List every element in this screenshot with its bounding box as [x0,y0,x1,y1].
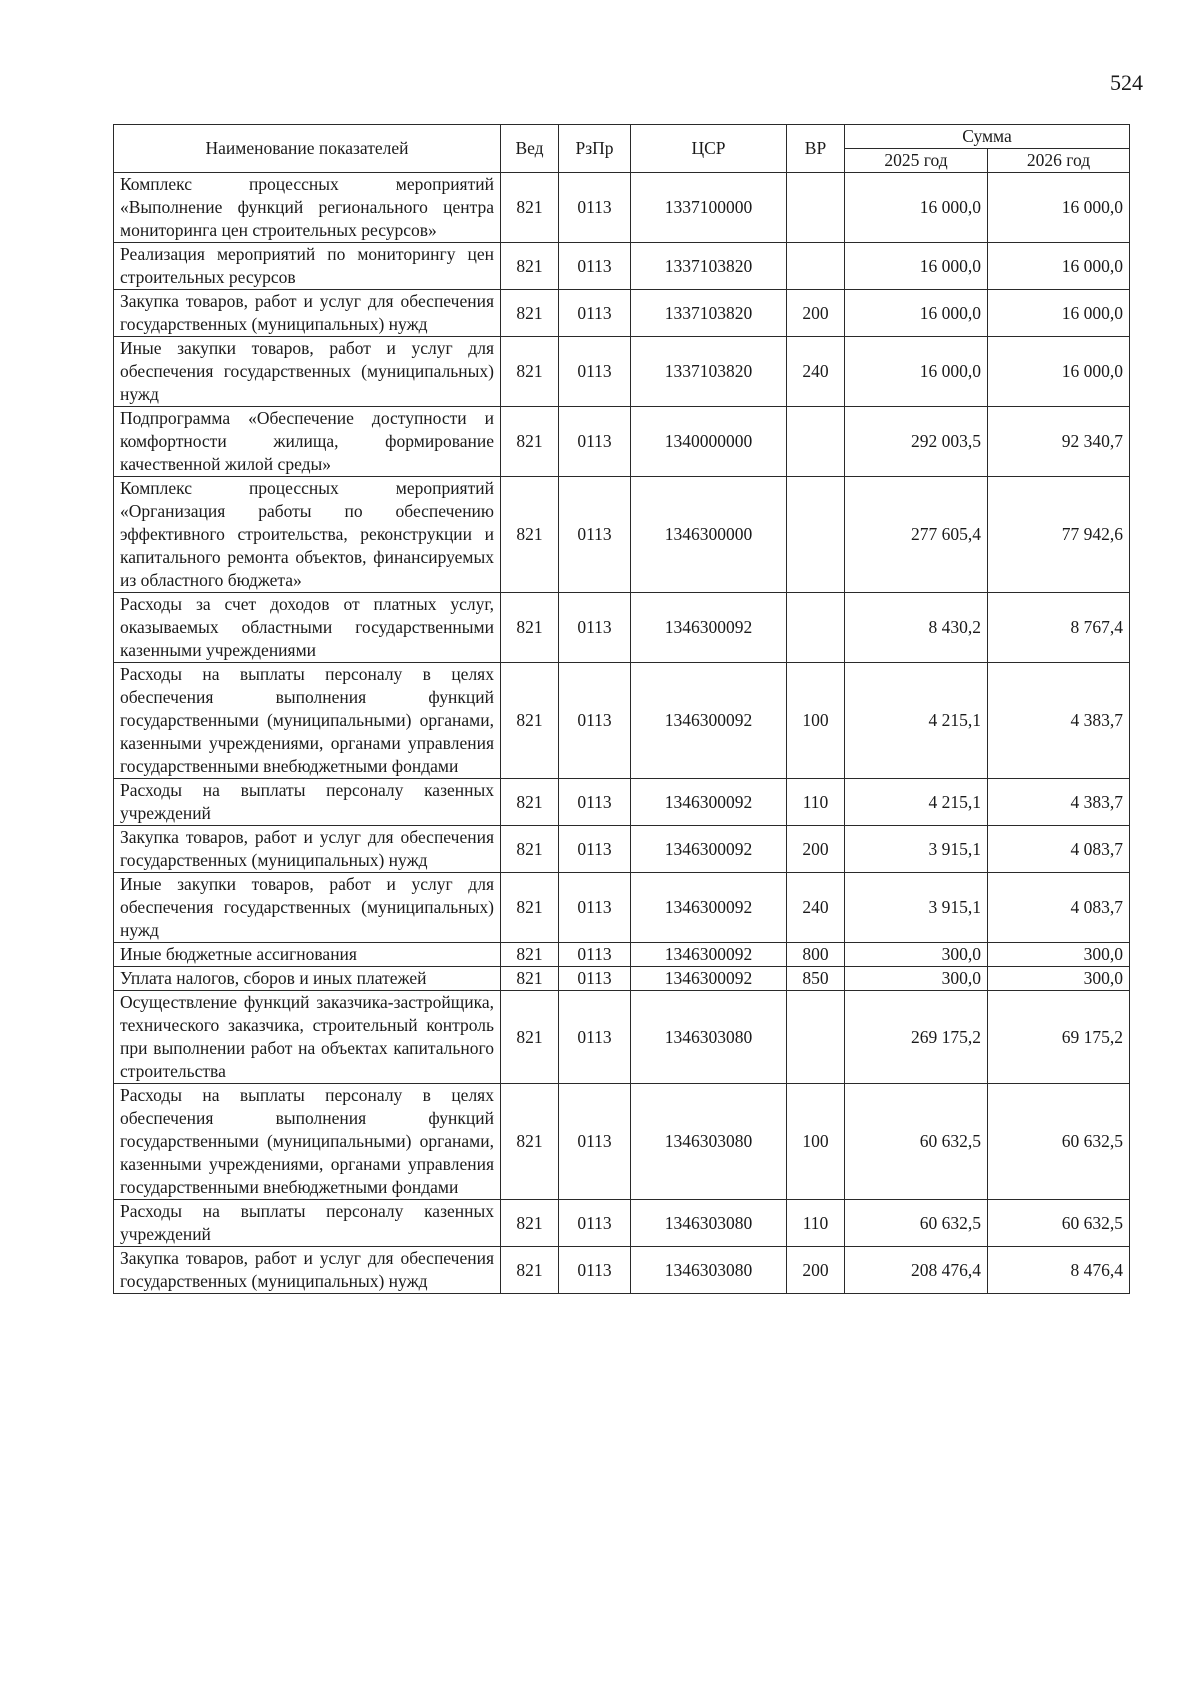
row-sum-2025: 4 215,1 [845,663,988,779]
row-csr: 1346303080 [631,1084,787,1200]
row-sum-2025: 16 000,0 [845,243,988,290]
row-ved: 821 [501,1247,559,1294]
table-row [114,173,1130,243]
table-row [114,1247,1130,1294]
row-csr: 1346303080 [631,1247,787,1294]
row-ved: 821 [501,826,559,873]
row-rzpr: 0113 [559,593,631,663]
row-sum-2025: 269 175,2 [845,991,988,1084]
row-name: Иные закупки товаров, работ и услуг для обеспечения государственных (муниципальных) нужд [114,873,501,943]
row-vr: 100 [787,1084,845,1200]
row-vr: 100 [787,663,845,779]
row-name: Подпрограмма «Обеспечение доступности и комфортности жилища, формирование качественной жилой среды» [114,407,501,477]
row-name: Закупка товаров, работ и услуг для обеспечения государственных (муниципальных) нужд [114,1247,501,1294]
row-name: Закупка товаров, работ и услуг для обеспечения государственных (муниципальных) нужд [114,826,501,873]
table-row [114,407,1130,477]
row-sum-2026: 8 767,4 [988,593,1130,663]
row-csr: 1346300092 [631,826,787,873]
row-ved: 821 [501,407,559,477]
page-number: 524 [1110,70,1143,95]
row-csr: 1337103820 [631,337,787,407]
row-rzpr: 0113 [559,243,631,290]
row-ved: 821 [501,991,559,1084]
row-sum-2025: 8 430,2 [845,593,988,663]
row-rzpr: 0113 [559,407,631,477]
row-rzpr: 0113 [559,337,631,407]
table-row [114,779,1130,826]
row-sum-2026: 16 000,0 [988,243,1130,290]
row-sum-2025: 60 632,5 [845,1200,988,1247]
table-row [114,477,1130,593]
row-sum-2026: 16 000,0 [988,173,1130,243]
row-name: Расходы на выплаты персоналу казенных учреждений [114,779,501,826]
row-vr: 200 [787,826,845,873]
row-ved: 821 [501,943,559,967]
row-ved: 821 [501,779,559,826]
row-sum-2025: 16 000,0 [845,290,988,337]
table-row [114,826,1130,873]
row-csr: 1346300092 [631,943,787,967]
table-row [114,593,1130,663]
row-vr: 850 [787,967,845,991]
row-rzpr: 0113 [559,290,631,337]
table-row [114,943,1130,967]
row-sum-2026: 92 340,7 [988,407,1130,477]
row-vr: 110 [787,1200,845,1247]
row-ved: 821 [501,243,559,290]
row-vr [787,243,845,290]
row-ved: 821 [501,1084,559,1200]
row-csr: 1337103820 [631,290,787,337]
row-vr [787,407,845,477]
row-ved: 821 [501,1200,559,1247]
row-sum-2026: 60 632,5 [988,1084,1130,1200]
row-vr: 200 [787,1247,845,1294]
row-rzpr: 0113 [559,173,631,243]
row-csr: 1346300000 [631,477,787,593]
table-header [114,125,1130,173]
table-row [114,873,1130,943]
row-sum-2025: 16 000,0 [845,173,988,243]
table-body [114,173,1130,1294]
header-vr: ВР [787,125,845,173]
row-vr [787,477,845,593]
header-sum: Сумма [845,125,1130,149]
row-name: Комплекс процессных мероприятий «Выполнение функций регионального центра мониторинга цен строительных ресурсов» [114,173,501,243]
row-name: Комплекс процессных мероприятий «Организация работы по обеспечению эффективного строительства, реконструкции и капитального ремонта объектов, финансируемых из областного бюджета» [114,477,501,593]
row-sum-2025: 16 000,0 [845,337,988,407]
table-row [114,290,1130,337]
budget-table [113,124,1130,1294]
row-rzpr: 0113 [559,779,631,826]
header-name: Наименование показателей [114,125,501,173]
row-csr: 1337103820 [631,243,787,290]
header-rzpr: РзПр [559,125,631,173]
row-rzpr: 0113 [559,991,631,1084]
row-sum-2026: 16 000,0 [988,290,1130,337]
row-sum-2026: 4 383,7 [988,663,1130,779]
row-sum-2026: 77 942,6 [988,477,1130,593]
row-ved: 821 [501,967,559,991]
row-rzpr: 0113 [559,826,631,873]
row-sum-2025: 3 915,1 [845,826,988,873]
row-rzpr: 0113 [559,1084,631,1200]
row-rzpr: 0113 [559,1200,631,1247]
row-sum-2025: 300,0 [845,943,988,967]
header-csr: ЦСР [631,125,787,173]
row-csr: 1346303080 [631,991,787,1084]
row-csr: 1346300092 [631,593,787,663]
row-name: Расходы на выплаты персоналу в целях обеспечения выполнения функций государственными (муниципальными) органами, казенными учреждениями, органами управления государственными внебюджетными фондами [114,1084,501,1200]
row-sum-2025: 208 476,4 [845,1247,988,1294]
row-ved: 821 [501,477,559,593]
row-sum-2026: 8 476,4 [988,1247,1130,1294]
header-year-2025: 2025 год [845,149,988,173]
table-row [114,663,1130,779]
header-ved: Вед [501,125,559,173]
row-vr: 800 [787,943,845,967]
row-rzpr: 0113 [559,943,631,967]
table-row [114,1084,1130,1200]
row-ved: 821 [501,290,559,337]
row-csr: 1337100000 [631,173,787,243]
row-csr: 1340000000 [631,407,787,477]
row-csr: 1346303080 [631,1200,787,1247]
row-sum-2025: 300,0 [845,967,988,991]
row-sum-2026: 60 632,5 [988,1200,1130,1247]
row-sum-2026: 4 083,7 [988,826,1130,873]
row-name: Осуществление функций заказчика-застройщика, технического заказчика, строительный контроль при выполнении работ на объектах капитального строительства [114,991,501,1084]
row-sum-2026: 16 000,0 [988,337,1130,407]
row-ved: 821 [501,663,559,779]
row-sum-2025: 4 215,1 [845,779,988,826]
row-rzpr: 0113 [559,873,631,943]
table-row [114,337,1130,407]
row-ved: 821 [501,173,559,243]
row-ved: 821 [501,873,559,943]
row-vr: 240 [787,873,845,943]
row-sum-2025: 292 003,5 [845,407,988,477]
row-csr: 1346300092 [631,779,787,826]
row-rzpr: 0113 [559,1247,631,1294]
row-sum-2025: 3 915,1 [845,873,988,943]
row-name: Иные бюджетные ассигнования [114,943,501,967]
row-ved: 821 [501,593,559,663]
row-vr [787,593,845,663]
table-row [114,991,1130,1084]
row-vr: 240 [787,337,845,407]
row-sum-2026: 300,0 [988,943,1130,967]
row-csr: 1346300092 [631,967,787,991]
table-row [114,243,1130,290]
row-csr: 1346300092 [631,663,787,779]
row-vr: 200 [787,290,845,337]
row-name: Иные закупки товаров, работ и услуг для обеспечения государственных (муниципальных) нужд [114,337,501,407]
row-name: Расходы на выплаты персоналу казенных учреждений [114,1200,501,1247]
row-sum-2025: 277 605,4 [845,477,988,593]
row-rzpr: 0113 [559,967,631,991]
row-sum-2025: 60 632,5 [845,1084,988,1200]
row-vr [787,991,845,1084]
header-year-2026: 2026 год [988,149,1130,173]
table-row [114,967,1130,991]
row-name: Закупка товаров, работ и услуг для обеспечения государственных (муниципальных) нужд [114,290,501,337]
row-name: Расходы на выплаты персоналу в целях обеспечения выполнения функций государственными (муниципальными) органами, казенными учреждениями, органами управления государственными внебюджетными фондами [114,663,501,779]
row-sum-2026: 69 175,2 [988,991,1130,1084]
table-row [114,1200,1130,1247]
row-ved: 821 [501,337,559,407]
row-rzpr: 0113 [559,477,631,593]
row-vr [787,173,845,243]
row-sum-2026: 300,0 [988,967,1130,991]
row-sum-2026: 4 383,7 [988,779,1130,826]
row-sum-2026: 4 083,7 [988,873,1130,943]
row-csr: 1346300092 [631,873,787,943]
row-name: Расходы за счет доходов от платных услуг, оказываемых областными государственными казенными учреждениями [114,593,501,663]
row-name: Уплата налогов, сборов и иных платежей [114,967,501,991]
row-vr: 110 [787,779,845,826]
row-rzpr: 0113 [559,663,631,779]
row-name: Реализация мероприятий по мониторингу цен строительных ресурсов [114,243,501,290]
